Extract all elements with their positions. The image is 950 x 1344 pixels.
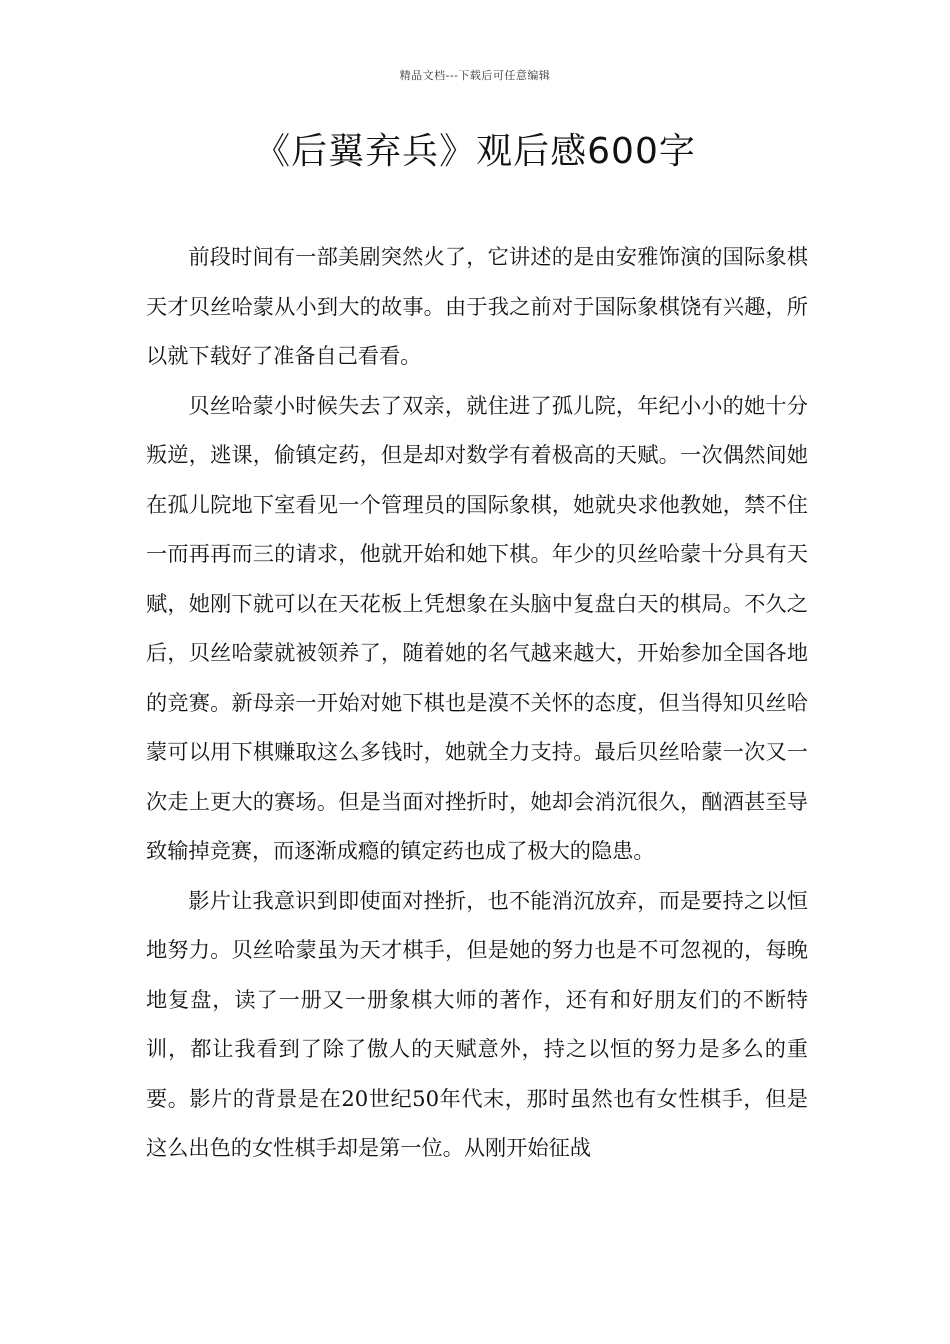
paragraph-3: 影片让我意识到即使面对挫折，也不能消沉放弃，而是要持之以恒地努力。贝丝哈蒙虽为天才棋手，但是她的努力也是不可忽视的，每晚地复盘，读了一册又一册象棋大师的著作，还有和好朋友们的不断特训，都让我看到了除了傲人的天赋意外，持之以恒的努力是多么的重要。影片的背景是在20世纪50年代末，那时虽然也有女性棋手，但是这么出色的女性棋手却是第一位。从刚开始征战 bbox=[146, 887, 808, 1160]
document-body bbox=[146, 232, 808, 1173]
document-title: 《后翼弃兵》观后感600字 bbox=[254, 131, 696, 172]
paragraph-1: 前段时间有一部美剧突然火了，它讲述的是由安雅饰演的国际象棋天才贝丝哈蒙从小到大的故事。由于我之前对于国际象棋饶有兴趣，所以就下载好了准备自己看看。 bbox=[146, 244, 808, 368]
header-note: 精品文档---下载后可任意编辑 bbox=[399, 69, 551, 82]
paragraph-2: 贝丝哈蒙小时候失去了双亲，就住进了孤儿院，年纪小小的她十分叛逆，逃课，偷镇定药，但是却对数学有着极高的天赋。一次偶然间她在孤儿院地下室看见一个管理员的国际象棋，她就央求他教她，禁不住一而再再而三的请求，他就开始和她下棋。年少的贝丝哈蒙十分具有天赋，她刚下就可以在天花板上凭想象在头脑中复盘白天的棋局。不久之后，贝丝哈蒙就被领养了，随着她的名气越来越大，开始参加全国各地的竞赛。新母亲一开始对她下棋也是漠不关怀的态度，但当得知贝丝哈蒙可以用下棋赚取这么多钱时，她就全力支持。最后贝丝哈蒙一次又一次走上更大的赛场。但是当面对挫折时，她却会消沉很久，酗酒甚至导致输掉竞赛，而逐渐成瘾的镇定药也成了极大的隐患。 bbox=[146, 392, 808, 863]
